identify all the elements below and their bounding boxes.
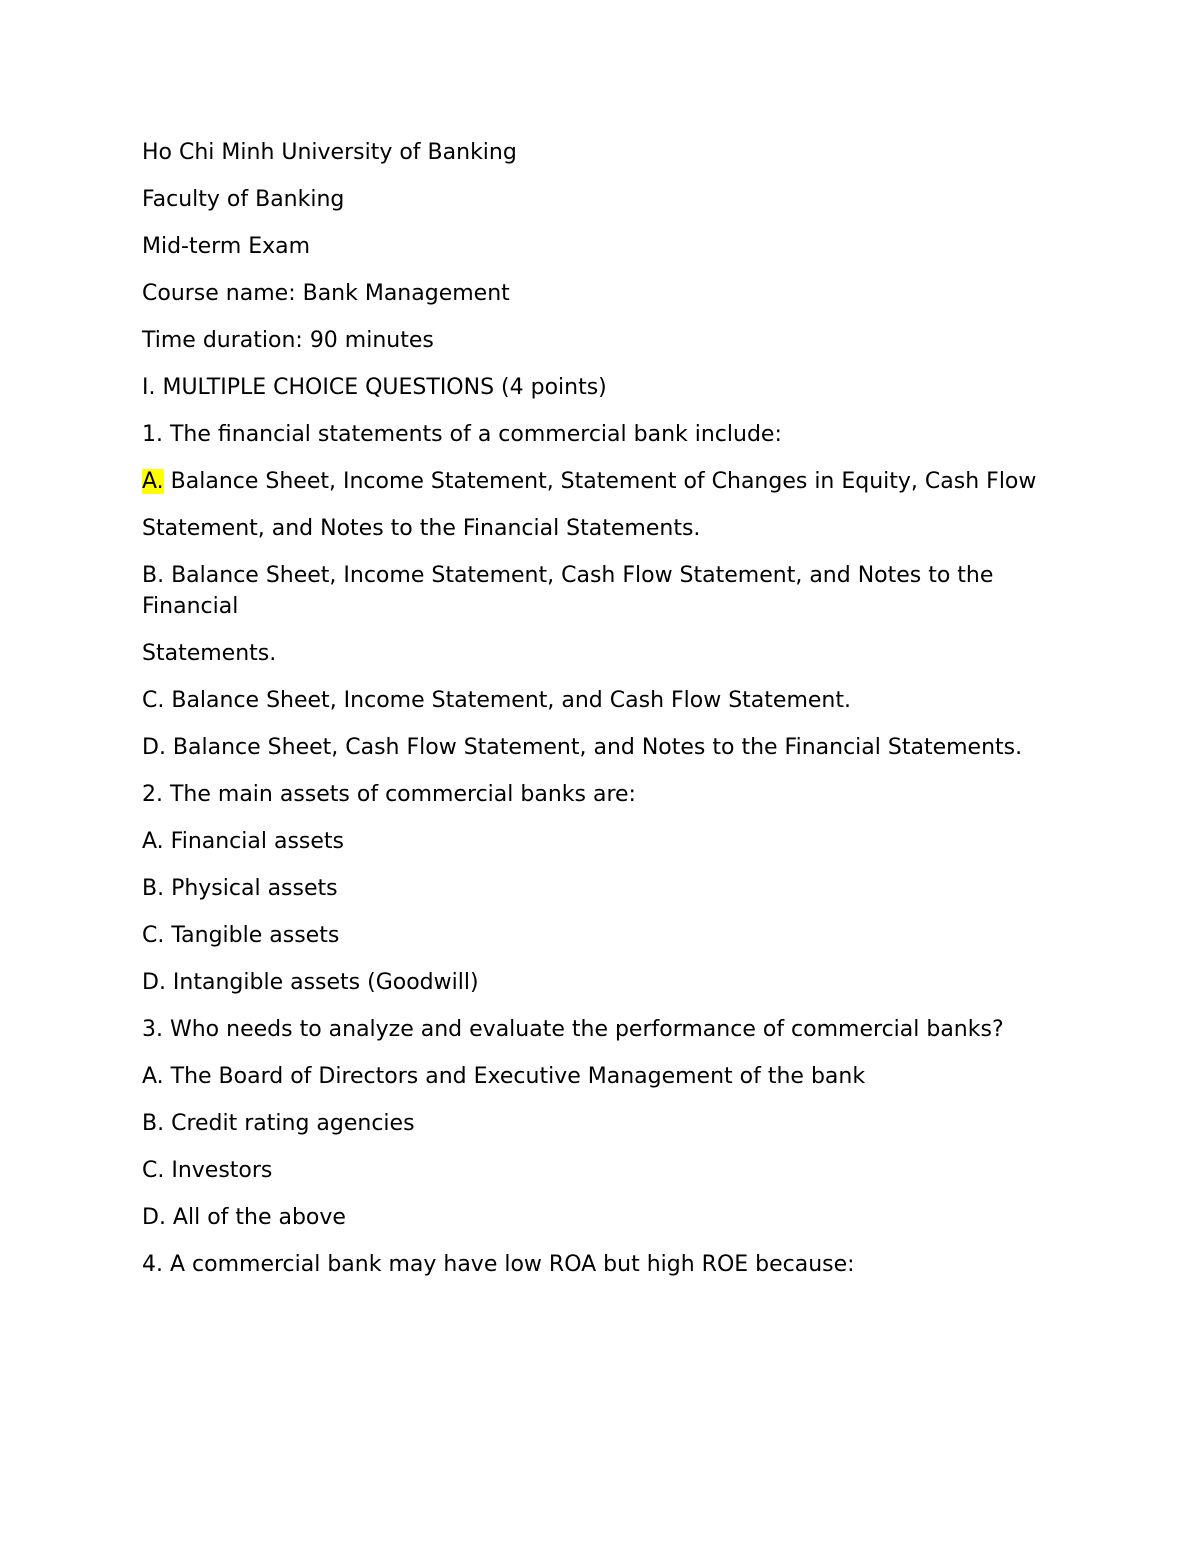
- question-2-option-d: D. Intangible assets (Goodwill): [142, 970, 479, 995]
- option-a-text: Balance Sheet, Income Statement, Statement of Changes in Equity, Cash Flow: [163, 469, 1037, 494]
- question-2-option-b: B. Physical assets: [142, 876, 338, 901]
- question-3-option-d: D. All of the above: [142, 1205, 346, 1230]
- question-3-option-c: C. Investors: [142, 1158, 273, 1183]
- question-3-option-b: B. Credit rating agencies: [142, 1111, 415, 1136]
- question-3-option-a: A. The Board of Directors and Executive Management of the bank: [142, 1064, 866, 1089]
- question-2-option-a: A. Financial assets: [142, 829, 345, 854]
- question-2-option-c: C. Tangible assets: [142, 923, 340, 948]
- question-1-option-c: C. Balance Sheet, Income Statement, and Cash Flow Statement.: [142, 688, 851, 713]
- answer-highlight: A.: [142, 469, 164, 494]
- question-4-stem: 4. A commercial bank may have low ROA but high ROE because:: [142, 1252, 855, 1277]
- question-1-option-d: D. Balance Sheet, Cash Flow Statement, and Notes to the Financial Statements.: [142, 735, 1023, 760]
- question-1-stem: 1. The financial statements of a commercial bank include:: [142, 422, 782, 447]
- question-1-option-a-continued: Statement, and Notes to the Financial Statements.: [142, 516, 701, 541]
- question-1-option-b: B. Balance Sheet, Income Statement, Cash Flow Statement, and Notes to the Financial: [142, 563, 994, 619]
- question-2-stem: 2. The main assets of commercial banks are:: [142, 782, 636, 807]
- section-title: I. MULTIPLE CHOICE QUESTIONS (4 points): [142, 375, 607, 400]
- faculty-name: Faculty of Banking: [142, 187, 345, 212]
- question-1-option-b-continued: Statements.: [142, 641, 277, 666]
- time-duration: Time duration: 90 minutes: [142, 328, 434, 353]
- exam-document: [142, 137, 1062, 1296]
- university-name: Ho Chi Minh University of Banking: [142, 140, 517, 165]
- course-name: Course name: Bank Management: [142, 281, 510, 306]
- question-1-option-a: [142, 466, 1062, 497]
- exam-title: Mid-term Exam: [142, 234, 311, 259]
- question-3-stem: 3. Who needs to analyze and evaluate the performance of commercial banks?: [142, 1017, 1004, 1042]
